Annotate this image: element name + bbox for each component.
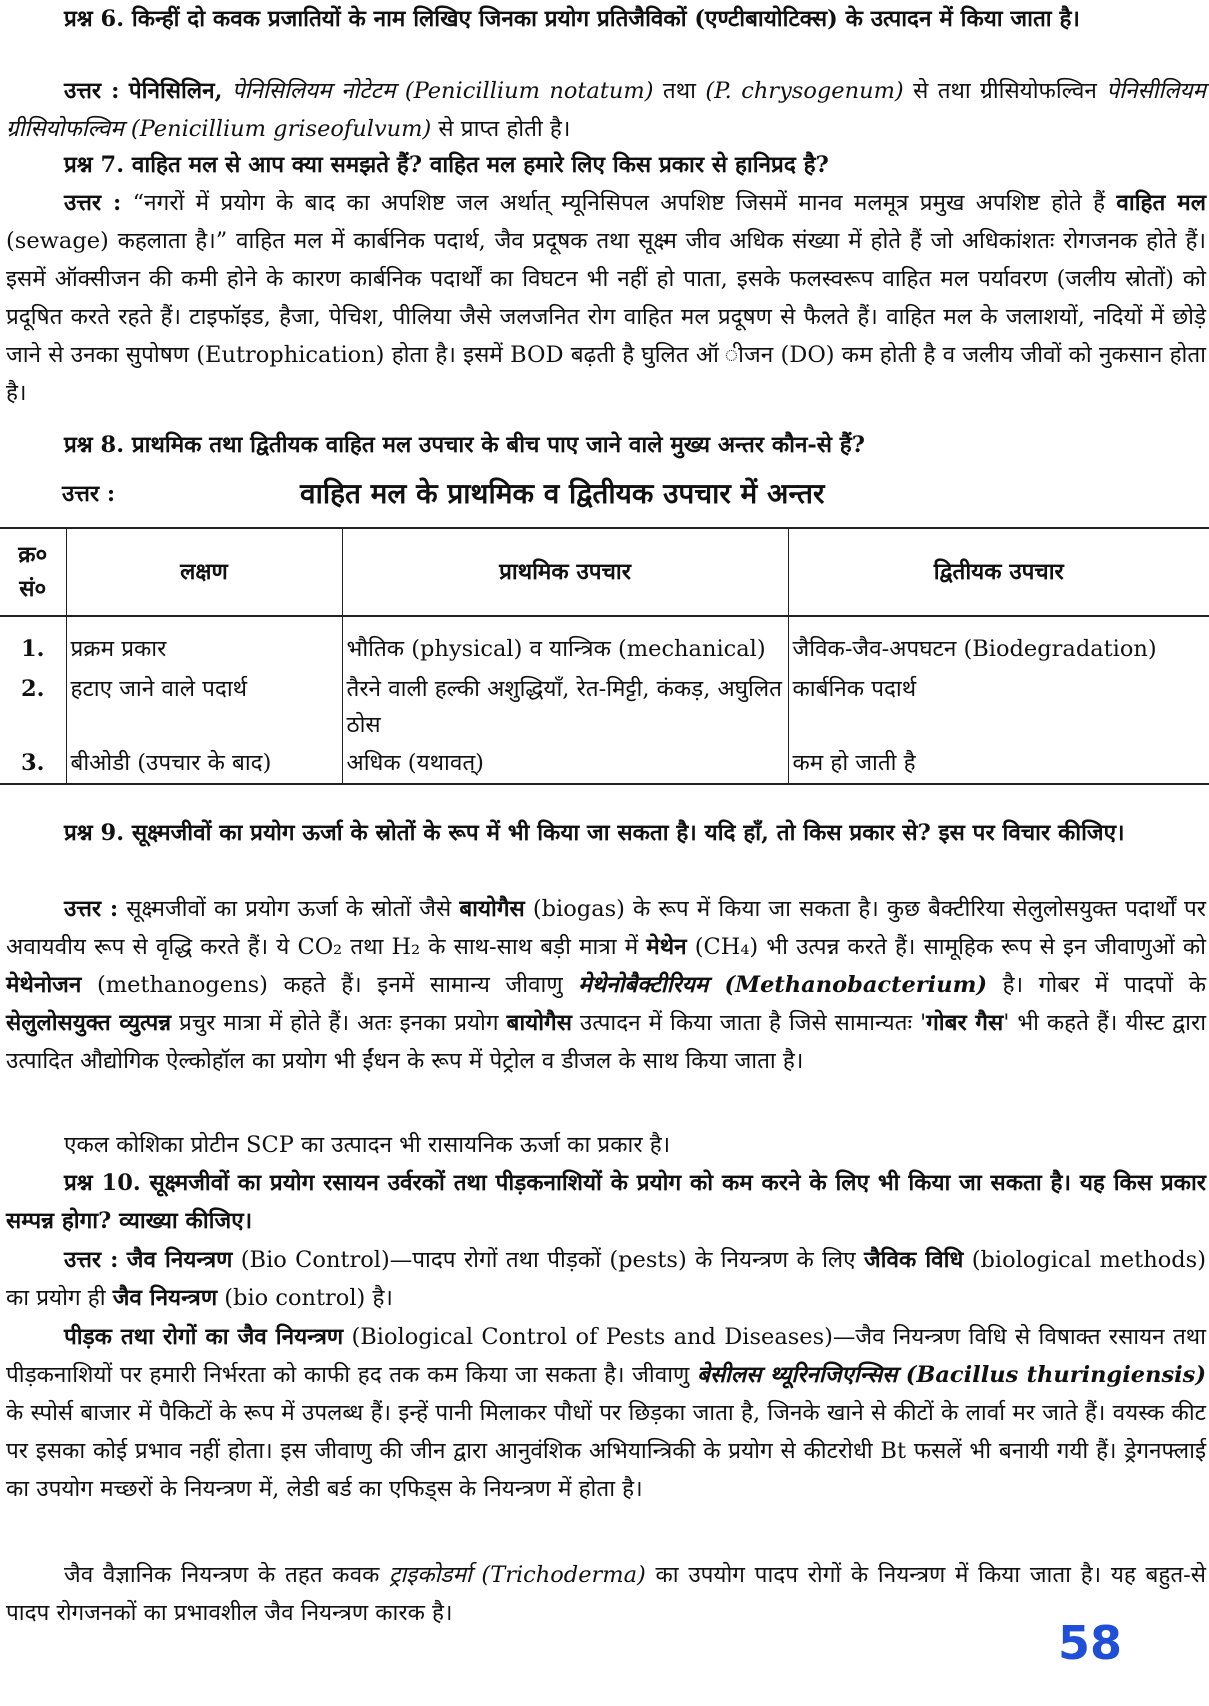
answer-6-part: (Penicillium notatum) <box>404 78 654 104</box>
answer-7-part: (sewage) कहलाता है।” वाहित मल में कार्बनिक पदार्थ, जैव प्रदूषक तथा सूक्ष्म जीव अधिक संख्या में होते हैं जो अधिकांशतः रोगजनक होते हैं। इसमें ऑक्सीजन की कमी होने के कारण कार्बनिक पदार्थों का विघटन भी नहीं हो पाता, इसके फलस्वरूप वाहित मल पर्यावरण (जलीय स्रोतों) को प्रदूषित करते रहते हैं। टाइफॉइड, हैजा, पेचिश, पीलिया जैसे जलजनित रोग वाहित मल प्रदूषण से फैलते हैं। वाहित मल के जलाशयों, नदियों में छोड़े जाने से उनका सुपोषण (Eutrophication) होता है। इसमें BOD बढ़ती है घुलित ऑ ीजन (DO) कम होती है व जलीय जीवों को नुकसान होता है। <box>6 228 1206 406</box>
answer-6-part: (Penicillium griseofulvum) <box>130 116 432 142</box>
answer-10-part: (biological methods) का प्रयोग ही <box>6 1247 1206 1311</box>
answer-10-keyword: बेसीलस थ्यूरिनजिएन्सिस (Bacillus thuringiensis) <box>696 1362 1206 1388</box>
answer-7-keyword: वाहित मल <box>1116 190 1206 216</box>
answer-10-part: जैव वैज्ञानिक नियन्त्रण के तहत कवक <box>64 1562 380 1588</box>
answer-9-part: एकल कोशिका प्रोटीन SCP का उत्पादन भी रासायनिक ऊर्जा का प्रकार है। <box>64 1132 671 1158</box>
question-8-block <box>6 426 1206 464</box>
answer-10-keyword: जैविक विधि <box>863 1247 964 1273</box>
table-cell: तैरने वाली हल्की अशुद्धियाँ, रेत-मिट्टी, कंकड़, अघुलित ठोस <box>342 667 788 743</box>
answer-9-part: प्रचुर मात्रा में होते हैं। अतः इनका प्रयोग <box>179 1010 499 1036</box>
answer-9-part: ' भी कहते हैं। यीस्ट द्वारा उत्पादित औद्योगिक ऐल्कोहॉल का प्रयोग भी ईंधन के रूप में पेट्रोल व डीजल के साथ किया जाता है। <box>6 1010 1207 1074</box>
answer-6-block <box>6 72 1206 148</box>
answer-9-part: (CH₄) भी उत्पन्न करते हैं। सामूहिक रूप से इन जीवाणुओं को <box>694 934 1207 960</box>
table-heading-row <box>62 474 1162 514</box>
table-row <box>0 743 1209 784</box>
page-number: 58 <box>1058 1616 1123 1670</box>
answer-9-part: सूक्ष्मजीवों का प्रयोग ऊर्जा के स्रोतों जैसे <box>126 896 452 922</box>
table-cell: 3. <box>21 750 45 776</box>
answer-7-label: उत्तर : <box>64 190 122 216</box>
answer-10-label: उत्तर : <box>64 1247 119 1273</box>
answer-10-keyword: जैव नियन्त्रण <box>126 1247 233 1273</box>
answer-9-keyword: मेथेन <box>646 934 687 960</box>
question-9-block <box>6 814 1206 852</box>
answer-7-block <box>6 184 1206 412</box>
answer-9-part: उत्पादन में किया जाता है जिसे सामान्यतः ' <box>579 1010 927 1036</box>
table-header-cell: लक्षण <box>66 528 342 616</box>
answer-8-label: उत्तर : <box>62 481 116 507</box>
answer-9-scp-line <box>6 1126 1206 1164</box>
table-header-row <box>0 528 1209 616</box>
answer-9-keyword: मेथेनोजन <box>6 972 82 998</box>
answer-6-part: पेनिसीलियम ग्रीसियोफल्विम <box>6 78 1207 142</box>
table-cell: 2. <box>21 676 45 702</box>
table-cell: 1. <box>21 636 45 662</box>
question-6-text: प्रश्न 6. किन्हीं दो कवक प्रजातियों के नाम लिखिए जिनका प्रयोग प्रतिजैविकों (एण्टीबायोटिक्स) के उत्पादन में किया जाता है। <box>64 6 1080 32</box>
answer-10-trichoderma-paragraph <box>6 1556 1206 1632</box>
table-row <box>0 616 1209 667</box>
answer-9-keyword: गोबर गैस <box>926 1010 1004 1036</box>
table-cell: प्रक्रम प्रकार <box>66 616 342 667</box>
answer-10-part: का उपयोग पादप रोगों के नियन्त्रण में किया जाता है। यह बहुत-से पादप रोगजनकों का प्रभावशील जैव नियन्त्रण कारक है। <box>6 1562 1206 1626</box>
answer-10-keyword: पीड़क तथा रोगों का जैव नियन्त्रण <box>64 1324 344 1350</box>
answer-6-label: उत्तर : <box>64 78 120 104</box>
answer-10-keyword: जैव नियन्त्रण <box>112 1285 218 1311</box>
answer-10-part: (bio control) है। <box>224 1285 393 1311</box>
answer-10-part: (Bio Control)—पादप रोगों तथा पीड़कों (pests) के नियन्त्रण के लिए <box>240 1247 856 1273</box>
answer-9-part: (methanogens) कहते हैं। इनमें सामान्य जीवाणु <box>96 972 563 998</box>
answer-9-part: (biogas) के रूप में किया जा सकता है। कुछ बैक्टीरिया सेलुलोसयुक्त पदार्थों पर अवायवीय रूप से वृद्धि करते हैं। ये CO₂ तथा H₂ के साथ-साथ बड़ी मात्रा में <box>6 896 1206 960</box>
table-cell: कार्बनिक पदार्थ <box>788 667 1209 743</box>
answer-6-part: से प्राप्त होती है। <box>438 116 571 142</box>
question-10-block <box>6 1164 1206 1240</box>
answer-10-pests-paragraph <box>6 1318 1206 1508</box>
table-cell: जैविक-जैव-अपघटन (Biodegradation) <box>788 616 1209 667</box>
table-header-cell: प्राथमिक उपचार <box>342 528 788 616</box>
answer-9-label: उत्तर : <box>64 896 119 922</box>
table-cell: बीओडी (उपचार के बाद) <box>66 743 342 784</box>
answer-9-keyword: मेथेनोबैक्टीरियम (Methanobacterium) <box>578 972 988 998</box>
table-cell: कम हो जाती है <box>788 743 1209 784</box>
answer-6-part: पेनिसिलियम नोटेटम <box>231 78 396 104</box>
question-6-block <box>6 0 1206 38</box>
table-cell: अधिक (यथावत्) <box>342 743 788 784</box>
comparison-table <box>0 527 1209 785</box>
table-cell: भौतिक (physical) व यान्त्रिक (mechanical) <box>342 616 788 667</box>
answer-9-keyword: सेलुलोसयुक्त व्युत्पन्न <box>6 1010 172 1036</box>
table-header-cell: क्र० सं० <box>18 542 48 602</box>
question-10-text: प्रश्न 10. सूक्ष्मजीवों का प्रयोग रसायन उर्वरकों तथा पीड़कनाशियों के प्रयोग को कम करने के लिए भी किया जा सकता है। यह किस प्रकार सम्पन्न होगा? व्याख्या कीजिए। <box>6 1170 1206 1234</box>
table-cell: हटाए जाने वाले पदार्थ <box>66 667 342 743</box>
table-header-cell: द्वितीयक उपचार <box>788 528 1209 616</box>
answer-9-block <box>6 890 1206 1080</box>
question-7-block <box>6 146 1206 184</box>
answer-10-part: (Biological Control of Pests and Diseases)—जैव नियन्त्रण विधि से विषाक्त रसायन तथा पीड़कनाशियों पर हमारी निर्भरता को काफी हद तक कम किया जा सकता है। जीवाणु <box>6 1324 1206 1388</box>
table-row <box>0 667 1209 743</box>
answer-6-part: से तथा ग्रीसियोफल्विन <box>913 78 1097 104</box>
table-title: वाहित मल के प्राथमिक व द्वितीयक उपचार में अन्तर <box>300 477 825 510</box>
answer-6-part: पेनिसिलिन, <box>128 78 223 104</box>
answer-10-part: के स्पोर्स बाजार में पैकिटों के रूप में उपलब्ध हैं। इन्हें पानी मिलाकर पौधों पर छिड़का जाता है, जिनके खाने से कीटों के लार्वा मर जाते हैं। वयस्क कीट पर इसका कोई प्रभाव नहीं होता। इस जीवाणु की जीन द्वारा आनुवंशिक अभियान्त्रिकी के प्रयोग से कीटरोधी Bt फसलें भी बनायी गयी हैं। ड्रेगनफ्लाई का उपयोग मच्छरों के नियन्त्रण में, लेडी बर्ड का एफिड्स के नियन्त्रण में होता है। <box>6 1400 1206 1502</box>
answer-6-part: तथा <box>662 78 696 104</box>
question-7-text: प्रश्न 7. वाहित मल से आप क्या समझते हैं? वाहित मल हमारे लिए किस प्रकार से हानिप्रद है? <box>64 152 829 178</box>
question-9-text: प्रश्न 9. सूक्ष्मजीवों का प्रयोग ऊर्जा के स्रोतों के रूप में भी किया जा सकता है। यदि हाँ, तो किस प्रकार से? इस पर विचार कीजिए। <box>64 820 1125 846</box>
answer-10-block <box>6 1241 1206 1317</box>
question-8-text: प्रश्न 8. प्राथमिक तथा द्वितीयक वाहित मल उपचार के बीच पाए जाने वाले मुख्य अन्तर कौन-से हैं? <box>64 432 865 458</box>
answer-9-keyword: बायोगैस <box>459 896 525 922</box>
answer-9-part: है। गोबर में पादपों के <box>1002 972 1207 998</box>
answer-6-part: (P. chrysogenum) <box>705 78 904 104</box>
answer-9-keyword: बायोगैस <box>506 1010 572 1036</box>
answer-7-part: “नगरों में प्रयोग के बाद का अपशिष्ट जल अर्थात् म्यूनिसिपल अपशिष्ट जिसमें मानव मलमूत्र प्रमुख अपशिष्ट होते हैं <box>132 190 1106 216</box>
answer-10-keyword: ट्राइकोडर्मा (Trichoderma) <box>389 1562 646 1588</box>
